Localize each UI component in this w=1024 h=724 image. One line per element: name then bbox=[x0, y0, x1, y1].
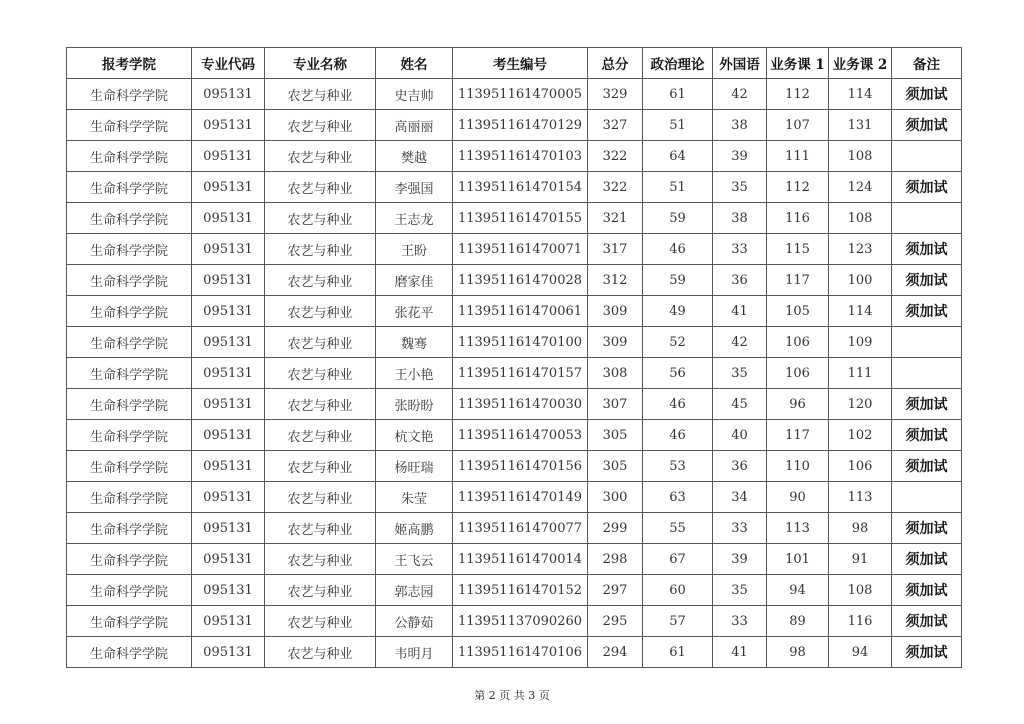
cell-major-name: 农艺与种业 bbox=[265, 79, 376, 110]
cell-subject-1: 101 bbox=[767, 544, 829, 575]
header-total-score: 总分 bbox=[588, 48, 643, 79]
cell-college: 生命科学学院 bbox=[67, 389, 192, 420]
cell-note: 须加试 bbox=[892, 79, 962, 110]
cell-subject-2: 131 bbox=[829, 110, 892, 141]
cell-note bbox=[892, 358, 962, 389]
cell-major-name: 农艺与种业 bbox=[265, 358, 376, 389]
cell-politics: 63 bbox=[643, 482, 713, 513]
cell-politics: 57 bbox=[643, 606, 713, 637]
cell-college: 生命科学学院 bbox=[67, 172, 192, 203]
cell-total-score: 294 bbox=[588, 637, 643, 668]
cell-college: 生命科学学院 bbox=[67, 110, 192, 141]
cell-major-name: 农艺与种业 bbox=[265, 265, 376, 296]
cell-major-code: 095131 bbox=[192, 203, 265, 234]
cell-foreign-language: 45 bbox=[713, 389, 767, 420]
table-header-row bbox=[67, 48, 962, 79]
score-sheet bbox=[66, 47, 961, 668]
cell-name: 郭志园 bbox=[376, 575, 453, 606]
cell-note: 须加试 bbox=[892, 389, 962, 420]
cell-college: 生命科学学院 bbox=[67, 544, 192, 575]
cell-college: 生命科学学院 bbox=[67, 358, 192, 389]
table-row bbox=[67, 606, 962, 637]
cell-foreign-language: 33 bbox=[713, 513, 767, 544]
cell-major-name: 农艺与种业 bbox=[265, 141, 376, 172]
cell-politics: 59 bbox=[643, 203, 713, 234]
cell-foreign-language: 42 bbox=[713, 79, 767, 110]
cell-subject-2: 100 bbox=[829, 265, 892, 296]
cell-college: 生命科学学院 bbox=[67, 265, 192, 296]
cell-subject-1: 94 bbox=[767, 575, 829, 606]
table-row bbox=[67, 451, 962, 482]
cell-candidate-id: 113951161470071 bbox=[453, 234, 588, 265]
cell-politics: 59 bbox=[643, 265, 713, 296]
cell-politics: 56 bbox=[643, 358, 713, 389]
cell-college: 生命科学学院 bbox=[67, 141, 192, 172]
cell-politics: 46 bbox=[643, 234, 713, 265]
cell-college: 生命科学学院 bbox=[67, 606, 192, 637]
cell-candidate-id: 113951161470077 bbox=[453, 513, 588, 544]
cell-foreign-language: 38 bbox=[713, 110, 767, 141]
cell-name: 杭文艳 bbox=[376, 420, 453, 451]
cell-note: 须加试 bbox=[892, 420, 962, 451]
header-candidate-id: 考生编号 bbox=[453, 48, 588, 79]
header-politics: 政治理论 bbox=[643, 48, 713, 79]
cell-foreign-language: 36 bbox=[713, 451, 767, 482]
cell-note: 须加试 bbox=[892, 110, 962, 141]
cell-subject-2: 98 bbox=[829, 513, 892, 544]
page-footer: 第 2 页 共 3 页 bbox=[474, 689, 550, 702]
cell-politics: 51 bbox=[643, 110, 713, 141]
cell-major-name: 农艺与种业 bbox=[265, 389, 376, 420]
cell-politics: 49 bbox=[643, 296, 713, 327]
cell-subject-1: 117 bbox=[767, 420, 829, 451]
cell-major-code: 095131 bbox=[192, 513, 265, 544]
cell-total-score: 299 bbox=[588, 513, 643, 544]
header-note: 备注 bbox=[892, 48, 962, 79]
cell-subject-1: 89 bbox=[767, 606, 829, 637]
cell-major-name: 农艺与种业 bbox=[265, 513, 376, 544]
cell-name: 魏骞 bbox=[376, 327, 453, 358]
cell-major-name: 农艺与种业 bbox=[265, 296, 376, 327]
cell-politics: 67 bbox=[643, 544, 713, 575]
cell-college: 生命科学学院 bbox=[67, 420, 192, 451]
cell-major-code: 095131 bbox=[192, 296, 265, 327]
cell-college: 生命科学学院 bbox=[67, 79, 192, 110]
cell-subject-2: 120 bbox=[829, 389, 892, 420]
cell-total-score: 307 bbox=[588, 389, 643, 420]
cell-major-name: 农艺与种业 bbox=[265, 451, 376, 482]
cell-name: 张花平 bbox=[376, 296, 453, 327]
cell-total-score: 305 bbox=[588, 451, 643, 482]
cell-candidate-id: 113951161470157 bbox=[453, 358, 588, 389]
cell-note: 须加试 bbox=[892, 265, 962, 296]
cell-candidate-id: 113951161470053 bbox=[453, 420, 588, 451]
cell-foreign-language: 42 bbox=[713, 327, 767, 358]
cell-candidate-id: 113951161470155 bbox=[453, 203, 588, 234]
cell-foreign-language: 34 bbox=[713, 482, 767, 513]
table-row bbox=[67, 637, 962, 668]
cell-major-code: 095131 bbox=[192, 234, 265, 265]
cell-name: 朱莹 bbox=[376, 482, 453, 513]
cell-total-score: 295 bbox=[588, 606, 643, 637]
cell-politics: 55 bbox=[643, 513, 713, 544]
cell-major-code: 095131 bbox=[192, 451, 265, 482]
cell-note: 须加试 bbox=[892, 451, 962, 482]
cell-name: 张盼盼 bbox=[376, 389, 453, 420]
table-row bbox=[67, 389, 962, 420]
table-row bbox=[67, 234, 962, 265]
cell-politics: 60 bbox=[643, 575, 713, 606]
cell-total-score: 327 bbox=[588, 110, 643, 141]
cell-subject-2: 124 bbox=[829, 172, 892, 203]
cell-politics: 61 bbox=[643, 79, 713, 110]
table-row bbox=[67, 265, 962, 296]
cell-foreign-language: 35 bbox=[713, 358, 767, 389]
cell-college: 生命科学学院 bbox=[67, 234, 192, 265]
cell-subject-1: 113 bbox=[767, 513, 829, 544]
cell-politics: 51 bbox=[643, 172, 713, 203]
cell-candidate-id: 113951161470103 bbox=[453, 141, 588, 172]
cell-candidate-id: 113951161470149 bbox=[453, 482, 588, 513]
cell-name: 杨旺瑞 bbox=[376, 451, 453, 482]
cell-subject-1: 112 bbox=[767, 79, 829, 110]
cell-major-code: 095131 bbox=[192, 575, 265, 606]
cell-subject-2: 114 bbox=[829, 296, 892, 327]
cell-total-score: 322 bbox=[588, 172, 643, 203]
cell-name: 高丽丽 bbox=[376, 110, 453, 141]
cell-total-score: 322 bbox=[588, 141, 643, 172]
cell-total-score: 321 bbox=[588, 203, 643, 234]
cell-note bbox=[892, 141, 962, 172]
cell-total-score: 305 bbox=[588, 420, 643, 451]
header-college: 报考学院 bbox=[67, 48, 192, 79]
cell-name: 王志龙 bbox=[376, 203, 453, 234]
cell-major-code: 095131 bbox=[192, 141, 265, 172]
cell-major-code: 095131 bbox=[192, 172, 265, 203]
cell-college: 生命科学学院 bbox=[67, 637, 192, 668]
cell-note bbox=[892, 327, 962, 358]
cell-foreign-language: 40 bbox=[713, 420, 767, 451]
cell-candidate-id: 113951161470156 bbox=[453, 451, 588, 482]
cell-foreign-language: 39 bbox=[713, 141, 767, 172]
cell-name: 王飞云 bbox=[376, 544, 453, 575]
cell-major-name: 农艺与种业 bbox=[265, 110, 376, 141]
cell-foreign-language: 33 bbox=[713, 606, 767, 637]
cell-candidate-id: 113951161470061 bbox=[453, 296, 588, 327]
cell-name: 史吉帅 bbox=[376, 79, 453, 110]
cell-subject-1: 115 bbox=[767, 234, 829, 265]
cell-name: 王小艳 bbox=[376, 358, 453, 389]
cell-subject-2: 116 bbox=[829, 606, 892, 637]
score-table bbox=[66, 47, 962, 668]
cell-name: 王盼 bbox=[376, 234, 453, 265]
cell-major-code: 095131 bbox=[192, 606, 265, 637]
cell-name: 李强国 bbox=[376, 172, 453, 203]
cell-subject-2: 114 bbox=[829, 79, 892, 110]
cell-major-name: 农艺与种业 bbox=[265, 420, 376, 451]
cell-subject-1: 90 bbox=[767, 482, 829, 513]
cell-note: 须加试 bbox=[892, 637, 962, 668]
cell-major-name: 农艺与种业 bbox=[265, 203, 376, 234]
cell-major-code: 095131 bbox=[192, 389, 265, 420]
table-row bbox=[67, 575, 962, 606]
cell-total-score: 312 bbox=[588, 265, 643, 296]
cell-major-name: 农艺与种业 bbox=[265, 234, 376, 265]
cell-politics: 53 bbox=[643, 451, 713, 482]
cell-total-score: 329 bbox=[588, 79, 643, 110]
cell-college: 生命科学学院 bbox=[67, 296, 192, 327]
cell-subject-2: 94 bbox=[829, 637, 892, 668]
cell-note bbox=[892, 482, 962, 513]
cell-politics: 46 bbox=[643, 389, 713, 420]
cell-subject-1: 111 bbox=[767, 141, 829, 172]
cell-foreign-language: 38 bbox=[713, 203, 767, 234]
cell-candidate-id: 113951161470106 bbox=[453, 637, 588, 668]
header-major-code: 专业代码 bbox=[192, 48, 265, 79]
cell-major-name: 农艺与种业 bbox=[265, 544, 376, 575]
cell-name: 磨家佳 bbox=[376, 265, 453, 296]
cell-major-code: 095131 bbox=[192, 358, 265, 389]
table-row bbox=[67, 358, 962, 389]
cell-subject-1: 105 bbox=[767, 296, 829, 327]
cell-total-score: 317 bbox=[588, 234, 643, 265]
cell-total-score: 309 bbox=[588, 296, 643, 327]
cell-subject-2: 123 bbox=[829, 234, 892, 265]
cell-college: 生命科学学院 bbox=[67, 482, 192, 513]
cell-politics: 64 bbox=[643, 141, 713, 172]
cell-major-name: 农艺与种业 bbox=[265, 172, 376, 203]
cell-subject-2: 102 bbox=[829, 420, 892, 451]
cell-total-score: 300 bbox=[588, 482, 643, 513]
cell-subject-1: 112 bbox=[767, 172, 829, 203]
table-row bbox=[67, 327, 962, 358]
cell-politics: 52 bbox=[643, 327, 713, 358]
cell-major-code: 095131 bbox=[192, 637, 265, 668]
cell-total-score: 309 bbox=[588, 327, 643, 358]
cell-subject-1: 106 bbox=[767, 358, 829, 389]
cell-subject-2: 109 bbox=[829, 327, 892, 358]
cell-foreign-language: 35 bbox=[713, 172, 767, 203]
cell-major-name: 农艺与种业 bbox=[265, 327, 376, 358]
cell-candidate-id: 113951161470100 bbox=[453, 327, 588, 358]
cell-candidate-id: 113951137090260 bbox=[453, 606, 588, 637]
cell-foreign-language: 39 bbox=[713, 544, 767, 575]
cell-major-code: 095131 bbox=[192, 544, 265, 575]
cell-college: 生命科学学院 bbox=[67, 575, 192, 606]
cell-candidate-id: 113951161470152 bbox=[453, 575, 588, 606]
cell-name: 公静茹 bbox=[376, 606, 453, 637]
cell-subject-2: 111 bbox=[829, 358, 892, 389]
cell-subject-1: 117 bbox=[767, 265, 829, 296]
table-row bbox=[67, 513, 962, 544]
cell-foreign-language: 36 bbox=[713, 265, 767, 296]
cell-major-name: 农艺与种业 bbox=[265, 575, 376, 606]
cell-foreign-language: 33 bbox=[713, 234, 767, 265]
cell-note: 须加试 bbox=[892, 513, 962, 544]
cell-foreign-language: 41 bbox=[713, 637, 767, 668]
header-subject-2: 业务课 2 bbox=[829, 48, 892, 79]
cell-foreign-language: 35 bbox=[713, 575, 767, 606]
cell-total-score: 297 bbox=[588, 575, 643, 606]
cell-politics: 61 bbox=[643, 637, 713, 668]
cell-note: 须加试 bbox=[892, 172, 962, 203]
cell-major-name: 农艺与种业 bbox=[265, 606, 376, 637]
cell-subject-2: 108 bbox=[829, 203, 892, 234]
cell-subject-2: 108 bbox=[829, 575, 892, 606]
cell-candidate-id: 113951161470014 bbox=[453, 544, 588, 575]
table-row bbox=[67, 482, 962, 513]
cell-major-code: 095131 bbox=[192, 79, 265, 110]
cell-major-name: 农艺与种业 bbox=[265, 482, 376, 513]
cell-major-code: 095131 bbox=[192, 482, 265, 513]
cell-college: 生命科学学院 bbox=[67, 203, 192, 234]
cell-college: 生命科学学院 bbox=[67, 513, 192, 544]
cell-college: 生命科学学院 bbox=[67, 451, 192, 482]
cell-major-code: 095131 bbox=[192, 420, 265, 451]
cell-note: 须加试 bbox=[892, 606, 962, 637]
cell-subject-2: 108 bbox=[829, 141, 892, 172]
cell-subject-1: 107 bbox=[767, 110, 829, 141]
cell-note: 须加试 bbox=[892, 234, 962, 265]
header-foreign-language: 外国语 bbox=[713, 48, 767, 79]
cell-major-name: 农艺与种业 bbox=[265, 637, 376, 668]
cell-total-score: 308 bbox=[588, 358, 643, 389]
cell-candidate-id: 113951161470005 bbox=[453, 79, 588, 110]
cell-note: 须加试 bbox=[892, 296, 962, 327]
cell-candidate-id: 113951161470154 bbox=[453, 172, 588, 203]
cell-candidate-id: 113951161470028 bbox=[453, 265, 588, 296]
cell-total-score: 298 bbox=[588, 544, 643, 575]
table-row bbox=[67, 203, 962, 234]
table-row bbox=[67, 79, 962, 110]
cell-name: 姬高鹏 bbox=[376, 513, 453, 544]
cell-subject-1: 110 bbox=[767, 451, 829, 482]
cell-note: 须加试 bbox=[892, 544, 962, 575]
cell-candidate-id: 113951161470129 bbox=[453, 110, 588, 141]
cell-candidate-id: 113951161470030 bbox=[453, 389, 588, 420]
cell-note bbox=[892, 203, 962, 234]
cell-subject-2: 106 bbox=[829, 451, 892, 482]
header-major-name: 专业名称 bbox=[265, 48, 376, 79]
cell-note: 须加试 bbox=[892, 575, 962, 606]
cell-major-code: 095131 bbox=[192, 110, 265, 141]
table-row bbox=[67, 141, 962, 172]
cell-major-code: 095131 bbox=[192, 265, 265, 296]
table-row bbox=[67, 110, 962, 141]
cell-college: 生命科学学院 bbox=[67, 327, 192, 358]
cell-subject-2: 91 bbox=[829, 544, 892, 575]
cell-subject-2: 113 bbox=[829, 482, 892, 513]
table-row bbox=[67, 544, 962, 575]
cell-foreign-language: 41 bbox=[713, 296, 767, 327]
header-name: 姓名 bbox=[376, 48, 453, 79]
table-row bbox=[67, 420, 962, 451]
cell-major-code: 095131 bbox=[192, 327, 265, 358]
cell-name: 樊越 bbox=[376, 141, 453, 172]
table-row bbox=[67, 172, 962, 203]
table-body bbox=[67, 79, 962, 668]
cell-name: 韦明月 bbox=[376, 637, 453, 668]
header-subject-1: 业务课 1 bbox=[767, 48, 829, 79]
cell-subject-1: 98 bbox=[767, 637, 829, 668]
cell-subject-1: 106 bbox=[767, 327, 829, 358]
table-row bbox=[67, 296, 962, 327]
cell-politics: 46 bbox=[643, 420, 713, 451]
cell-subject-1: 96 bbox=[767, 389, 829, 420]
cell-subject-1: 116 bbox=[767, 203, 829, 234]
